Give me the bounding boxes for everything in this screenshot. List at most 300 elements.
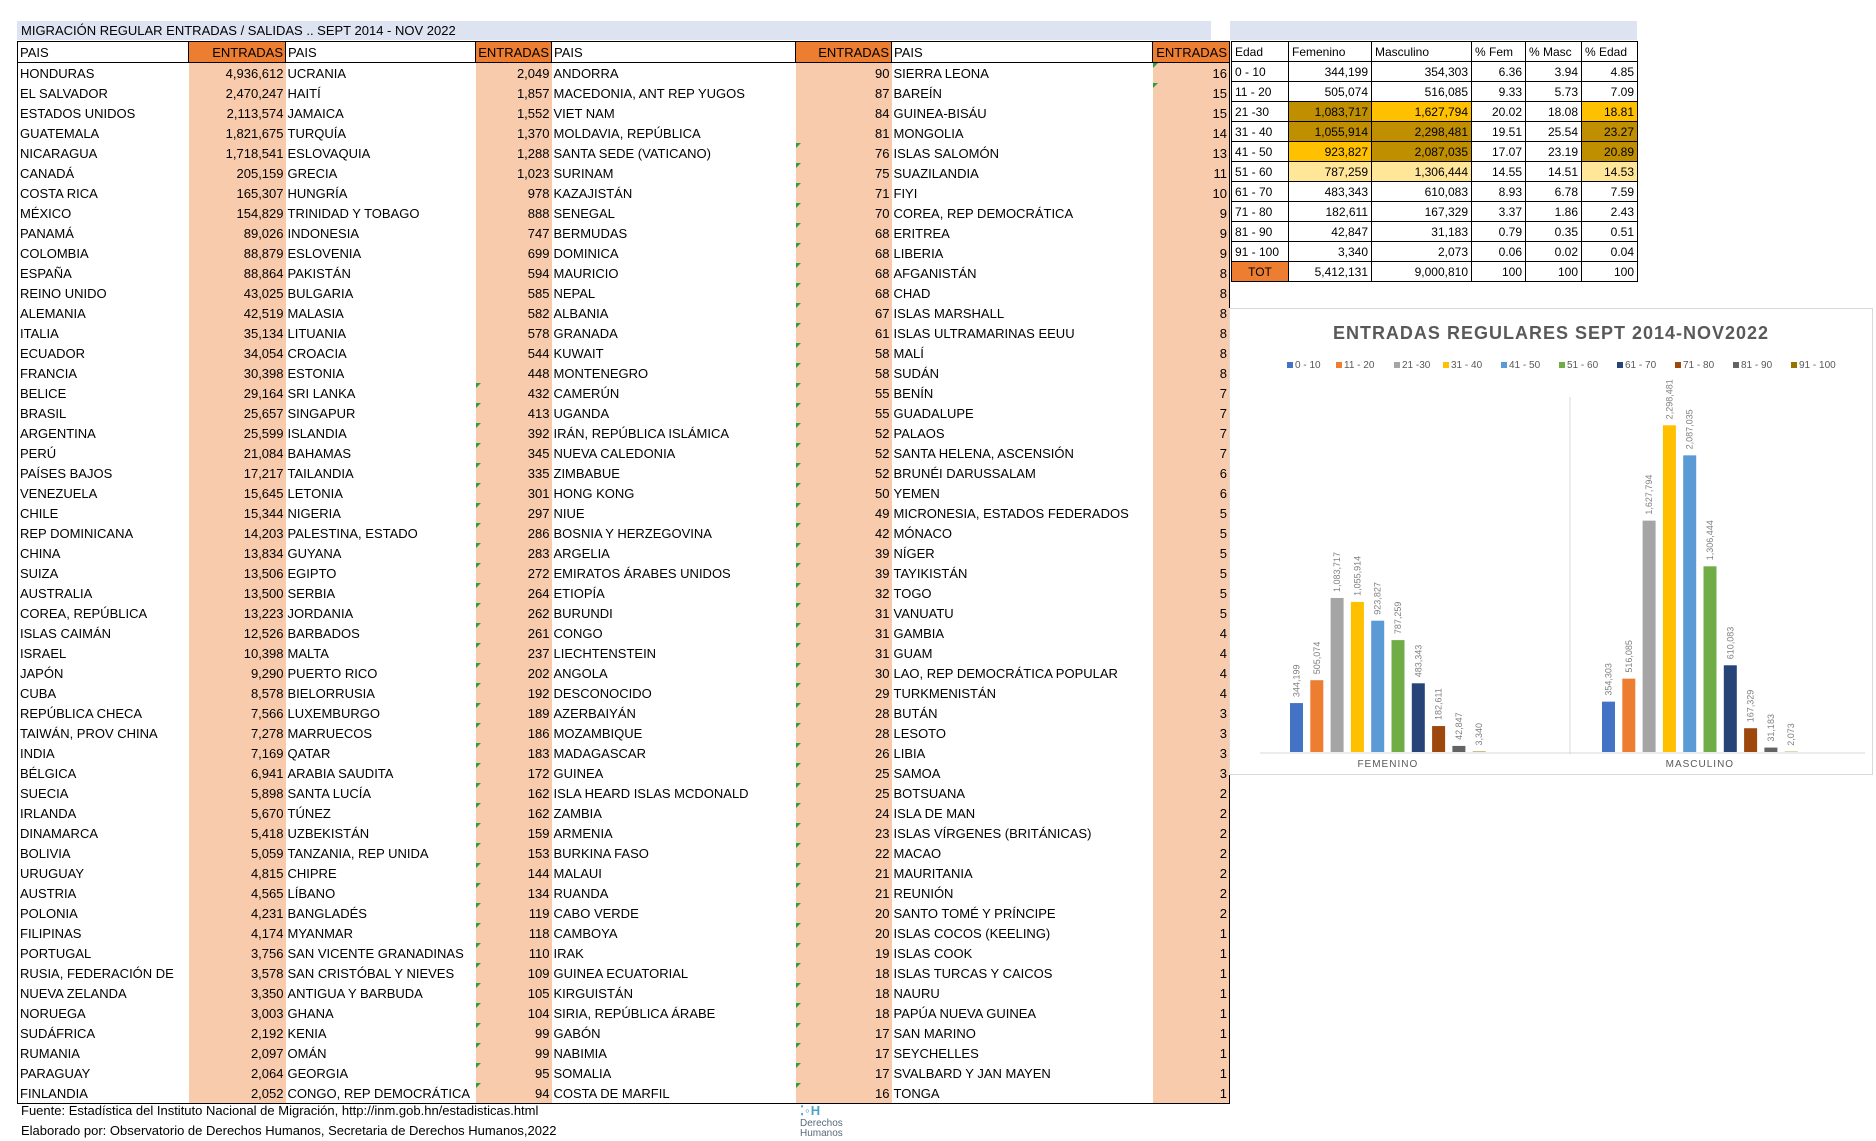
- entradas-value: 345: [476, 443, 552, 463]
- entradas-value: 154,829: [189, 203, 286, 223]
- country-name: MONTENEGRO: [553, 365, 649, 381]
- country-name: REP DOMINICANA: [18, 523, 189, 543]
- age-value: 354,303: [1372, 62, 1472, 82]
- country-name: REPÚBLICA CHECA: [18, 703, 189, 723]
- country-name: ZAMBIA: [553, 805, 602, 821]
- country-name: COSTA DE MARFIL: [552, 1083, 796, 1104]
- country-name: SANTA HELENA, ASCENSIÓN: [893, 445, 1074, 461]
- bar-data-label: 610,083: [1725, 626, 1736, 660]
- country-name: SURINAM: [553, 165, 614, 181]
- age-range: 91 - 100: [1232, 242, 1289, 262]
- entradas-value: 11: [1153, 163, 1230, 183]
- table-row: [18, 523, 1230, 543]
- age-value: 23.19: [1526, 142, 1582, 162]
- legend-label: 21 -30: [1402, 360, 1431, 371]
- entradas-value: 585: [476, 283, 552, 303]
- entradas-value: 15: [1153, 103, 1230, 123]
- table-row: [18, 163, 1230, 183]
- country-name: MACAO: [893, 845, 942, 861]
- country-name: ANGOLA: [553, 665, 608, 681]
- entradas-value: 7: [1153, 403, 1230, 423]
- entradas-chart: [1229, 308, 1873, 775]
- country-name: ISLAS COOK: [893, 945, 973, 961]
- age-row: [1232, 82, 1638, 102]
- entradas-value: 110: [476, 943, 552, 963]
- table-row: [18, 1043, 1230, 1063]
- entradas-value: 7,278: [189, 723, 286, 743]
- entradas-value: 61: [796, 323, 892, 343]
- bar-data-label: 2,298,481: [1664, 379, 1675, 420]
- country-name: TURKMENISTÁN: [893, 685, 997, 701]
- country-name: UCRANIA: [287, 65, 347, 81]
- legend-label: 71 - 80: [1683, 360, 1715, 371]
- entradas-value: 9: [1153, 223, 1230, 243]
- entradas-value: 1,552: [476, 103, 552, 123]
- table-row: [18, 923, 1230, 943]
- entradas-value: 5,059: [189, 843, 286, 863]
- entradas-value: 49: [796, 503, 892, 523]
- table-row: [18, 783, 1230, 803]
- entradas-value: 432: [476, 383, 552, 403]
- country-name: GUINEA-BISÁU: [893, 105, 987, 121]
- age-value: 0.35: [1526, 222, 1582, 242]
- country-name: CHAD: [893, 285, 931, 301]
- entradas-value: 58: [796, 343, 892, 363]
- bar-data-label: 2,073: [1786, 723, 1797, 746]
- entradas-value: 4: [1153, 663, 1230, 683]
- country-name: SANTO TOMÉ Y PRÍNCIPE: [893, 905, 1056, 921]
- country-name: ANTIGUA Y BARBUDA: [287, 985, 423, 1001]
- bar: [1724, 665, 1737, 752]
- legend-swatch: [1443, 362, 1449, 368]
- table-row: [18, 543, 1230, 563]
- entradas-value: 1,821,675: [189, 123, 286, 143]
- country-name: NEPAL: [553, 285, 596, 301]
- age-range: 61 - 70: [1232, 182, 1289, 202]
- entradas-value: 4,174: [189, 923, 286, 943]
- age-value: 3.94: [1526, 62, 1582, 82]
- age-value: 0.02: [1526, 242, 1582, 262]
- bar: [1331, 598, 1344, 752]
- country-name: YEMEN: [893, 485, 940, 501]
- table-row: [18, 823, 1230, 843]
- entradas-value: 22: [796, 843, 892, 863]
- country-name: EGIPTO: [287, 565, 337, 581]
- age-value: 6.36: [1472, 62, 1526, 82]
- entradas-value: 8: [1153, 323, 1230, 343]
- country-name: VIET NAM: [553, 105, 615, 121]
- country-name: DINAMARCA: [18, 823, 189, 843]
- age-value: 167,329: [1372, 202, 1472, 222]
- table-row: [18, 983, 1230, 1003]
- entradas-value: 2,052: [189, 1083, 286, 1104]
- entradas-value: 104: [476, 1003, 552, 1023]
- age-header-cell: Edad: [1232, 42, 1289, 62]
- entradas-value: 17,217: [189, 463, 286, 483]
- country-name: BARBADOS: [287, 625, 360, 641]
- bar: [1602, 702, 1615, 752]
- country-name: NUEVA CALEDONIA: [553, 445, 676, 461]
- country-name: FIYI: [893, 185, 918, 201]
- entradas-value: 31: [796, 603, 892, 623]
- country-name: PALESTINA, ESTADO: [287, 525, 418, 541]
- entradas-value: 9,290: [189, 663, 286, 683]
- age-total-row: [1232, 262, 1638, 282]
- country-name: MOLDAVIA, REPÚBLICA: [553, 125, 701, 141]
- entradas-value: 1,288: [476, 143, 552, 163]
- entradas-value: 5,898: [189, 783, 286, 803]
- entradas-value: 283: [476, 543, 552, 563]
- country-name: CHINA: [18, 543, 189, 563]
- entradas-value: 70: [796, 203, 892, 223]
- entradas-value: 3,578: [189, 963, 286, 983]
- age-header-cell: Femenino: [1289, 42, 1372, 62]
- table-row: [18, 1063, 1230, 1083]
- chart-svg: [1230, 309, 1872, 774]
- country-name: BURKINA FASO: [553, 845, 649, 861]
- country-name: INDIA: [18, 743, 189, 763]
- table-row: [18, 683, 1230, 703]
- entradas-value: 1: [1153, 963, 1230, 983]
- country-name: NABIMIA: [553, 1045, 607, 1061]
- age-value: 505,074: [1289, 82, 1372, 102]
- table-row: [18, 83, 1230, 103]
- age-header-cell: % Masc: [1526, 42, 1582, 62]
- country-name: VENEZUELA: [18, 483, 189, 503]
- table-row: [18, 583, 1230, 603]
- entradas-value: 578: [476, 323, 552, 343]
- country-name: COLOMBIA: [18, 243, 189, 263]
- age-value: 20.89: [1582, 142, 1638, 162]
- entradas-value: 39: [796, 543, 892, 563]
- country-name: REUNIÓN: [893, 885, 954, 901]
- chart-title: ENTRADAS REGULARES SEPT 2014-NOV2022: [1332, 323, 1770, 343]
- age-row: [1232, 102, 1638, 122]
- country-name: IRLANDA: [18, 803, 189, 823]
- country-name: SUDÁN: [893, 365, 940, 381]
- entradas-value: 3,003: [189, 1003, 286, 1023]
- country-name: GUADALUPE: [893, 405, 974, 421]
- age-value: 483,343: [1289, 182, 1372, 202]
- entradas-value: 162: [476, 783, 552, 803]
- entradas-value: 68: [796, 223, 892, 243]
- table-row: [18, 63, 1230, 84]
- entradas-value: 15,344: [189, 503, 286, 523]
- table-row: [18, 123, 1230, 143]
- entradas-value: 31: [796, 623, 892, 643]
- legend-swatch: [1675, 362, 1681, 368]
- country-name: PANAMÁ: [18, 223, 189, 243]
- entradas-value: 448: [476, 363, 552, 383]
- bar-data-label: 31,183: [1765, 714, 1776, 742]
- country-name: BURUNDI: [553, 605, 613, 621]
- country-name: SVALBARD Y JAN MAYEN: [893, 1065, 1051, 1081]
- entradas-value: 392: [476, 423, 552, 443]
- country-name: ERITREA: [893, 225, 950, 241]
- country-name: PAKISTÁN: [287, 265, 351, 281]
- header-pais: PAIS: [18, 42, 189, 63]
- country-name: GUAM: [893, 645, 933, 661]
- bar-data-label: 516,085: [1623, 640, 1634, 673]
- entradas-value: 28: [796, 703, 892, 723]
- entradas-value: 8: [1153, 263, 1230, 283]
- age-value: 25.54: [1526, 122, 1582, 142]
- country-name: FILIPINAS: [18, 923, 189, 943]
- logo-text-2: Humanos: [800, 1128, 843, 1139]
- table-row: [18, 463, 1230, 483]
- country-name: ETIOPÍA: [553, 585, 605, 601]
- age-row: [1232, 62, 1638, 82]
- country-name: BAREÍN: [893, 85, 942, 101]
- age-value: 17.07: [1472, 142, 1526, 162]
- country-name: TAYIKISTÁN: [893, 565, 968, 581]
- country-name: BENÍN: [893, 385, 934, 401]
- entradas-value: 5,418: [189, 823, 286, 843]
- entradas-value: 43,025: [189, 283, 286, 303]
- age-value: 19.51: [1472, 122, 1526, 142]
- country-name: DOMINICA: [553, 245, 619, 261]
- bar: [1764, 748, 1777, 752]
- entradas-value: 67: [796, 303, 892, 323]
- entradas-value: 7,169: [189, 743, 286, 763]
- country-name: ARMENIA: [553, 825, 613, 841]
- age-value: 0.04: [1582, 242, 1638, 262]
- age-value: 1,055,914: [1289, 122, 1372, 142]
- country-name: ISLA HEARD ISLAS MCDONALD: [553, 785, 749, 801]
- country-name: ESLOVENIA: [287, 245, 362, 261]
- entradas-value: 747: [476, 223, 552, 243]
- entradas-value: 1: [1153, 923, 1230, 943]
- country-name: TÚNEZ: [287, 805, 331, 821]
- country-name: LESOTO: [893, 725, 947, 741]
- country-name: CAMERÚN: [553, 385, 620, 401]
- entradas-value: 183: [476, 743, 552, 763]
- country-name: SIERRA LEONA: [893, 65, 989, 81]
- entradas-value: 14: [1153, 123, 1230, 143]
- country-name: UGANDA: [553, 405, 610, 421]
- total-label: TOT: [1232, 262, 1289, 282]
- entradas-value: 1: [1153, 983, 1230, 1003]
- entradas-value: 119: [476, 903, 552, 923]
- country-name: GHANA: [287, 1005, 334, 1021]
- entradas-value: 34,054: [189, 343, 286, 363]
- country-name: CANADÁ: [18, 163, 189, 183]
- country-name: BRUNÉI DARUSSALAM: [893, 465, 1036, 481]
- entradas-value: 32: [796, 583, 892, 603]
- entradas-value: 144: [476, 863, 552, 883]
- entradas-value: 16: [1153, 63, 1230, 84]
- table-row: [18, 703, 1230, 723]
- entradas-value: 192: [476, 683, 552, 703]
- country-name: MAURICIO: [553, 265, 619, 281]
- logo-mark: ⁚◦H: [800, 1103, 822, 1118]
- table-row: [18, 1003, 1230, 1023]
- entradas-value: 582: [476, 303, 552, 323]
- entradas-value: 55: [796, 403, 892, 423]
- entradas-value: 272: [476, 563, 552, 583]
- bar-data-label: 2,087,035: [1684, 409, 1695, 450]
- entradas-value: 1: [1153, 1023, 1230, 1043]
- country-name: SUIZA: [18, 563, 189, 583]
- entradas-value: 2,049: [476, 63, 552, 84]
- country-name: PAPÚA NUEVA GUINEA: [893, 1005, 1037, 1021]
- country-name: ISLA DE MAN: [893, 805, 976, 821]
- country-name: ISLAS TURCAS Y CAICOS: [893, 965, 1053, 981]
- country-name: SERBIA: [287, 585, 336, 601]
- country-name: LAO, REP DEMOCRÁTICA POPULAR: [893, 665, 1118, 681]
- entradas-value: 3: [1153, 743, 1230, 763]
- entradas-value: 4: [1153, 623, 1230, 643]
- country-name: AZERBAIYÁN: [553, 705, 636, 721]
- legend-swatch: [1394, 362, 1400, 368]
- entradas-value: 105: [476, 983, 552, 1003]
- entradas-value: 3,756: [189, 943, 286, 963]
- entradas-value: 13,223: [189, 603, 286, 623]
- age-value: 20.02: [1472, 102, 1526, 122]
- age-header-cell: % Fem: [1472, 42, 1526, 62]
- entradas-value: 264: [476, 583, 552, 603]
- entradas-value: 888: [476, 203, 552, 223]
- table-row: [18, 663, 1230, 683]
- country-name: MOZAMBIQUE: [553, 725, 643, 741]
- entradas-value: 5: [1153, 523, 1230, 543]
- age-range: 31 - 40: [1232, 122, 1289, 142]
- entradas-value: 699: [476, 243, 552, 263]
- entradas-value: 12,526: [189, 623, 286, 643]
- age-value: 14.51: [1526, 162, 1582, 182]
- country-name: INDONESIA: [287, 225, 360, 241]
- entradas-value: 68: [796, 243, 892, 263]
- entradas-value: 4,815: [189, 863, 286, 883]
- legend-label: 81 - 90: [1741, 360, 1773, 371]
- total-value: 5,412,131: [1289, 262, 1372, 282]
- total-value: 100: [1582, 262, 1638, 282]
- entradas-value: 9: [1153, 203, 1230, 223]
- entradas-value: 25,599: [189, 423, 286, 443]
- country-name: PAÍSES BAJOS: [18, 463, 189, 483]
- table-row: [18, 103, 1230, 123]
- bar: [1290, 703, 1303, 752]
- entradas-value: 3: [1153, 703, 1230, 723]
- entradas-value: 335: [476, 463, 552, 483]
- entradas-value: 1: [1153, 1043, 1230, 1063]
- age-value: 610,083: [1372, 182, 1472, 202]
- age-header-cell: % Edad: [1582, 42, 1638, 62]
- entradas-value: 89,026: [189, 223, 286, 243]
- entradas-value: 153: [476, 843, 552, 863]
- entradas-value: 81: [796, 123, 892, 143]
- entradas-value: 10: [1153, 183, 1230, 203]
- age-table: [1231, 41, 1638, 282]
- age-value: 2.43: [1582, 202, 1638, 222]
- age-value: 2,087,035: [1372, 142, 1472, 162]
- age-value: 0.79: [1472, 222, 1526, 242]
- bar: [1310, 680, 1323, 752]
- entradas-value: 42: [796, 523, 892, 543]
- entradas-value: 39: [796, 563, 892, 583]
- legend-label: 41 - 50: [1509, 360, 1541, 371]
- entradas-value: 205,159: [189, 163, 286, 183]
- country-name: MALÍ: [893, 345, 924, 361]
- country-name: PERÚ: [18, 443, 189, 463]
- header-pais: PAIS: [286, 42, 476, 63]
- entradas-value: 17: [796, 1063, 892, 1083]
- entradas-value: 58: [796, 363, 892, 383]
- age-range: 81 - 90: [1232, 222, 1289, 242]
- country-name: TANZANIA, REP UNIDA: [287, 845, 429, 861]
- country-name: MALASIA: [287, 305, 344, 321]
- country-name: OMÁN: [287, 1045, 327, 1061]
- entradas-value: 413: [476, 403, 552, 423]
- country-name: CONGO: [553, 625, 603, 641]
- bar-data-label: 1,055,914: [1352, 555, 1363, 596]
- country-name: ALEMANIA: [18, 303, 189, 323]
- entradas-value: 75: [796, 163, 892, 183]
- entradas-value: 95: [476, 1063, 552, 1083]
- bar: [1663, 425, 1676, 752]
- entradas-value: 4: [1153, 683, 1230, 703]
- entradas-value: 20: [796, 903, 892, 923]
- age-value: 7.09: [1582, 82, 1638, 102]
- entradas-value: 2,192: [189, 1023, 286, 1043]
- entradas-value: 544: [476, 343, 552, 363]
- country-name: BOLIVIA: [18, 843, 189, 863]
- bar: [1683, 455, 1696, 752]
- entradas-value: 21: [796, 883, 892, 903]
- country-name: NORUEGA: [18, 1003, 189, 1023]
- table-row: [18, 643, 1230, 663]
- entradas-value: 3: [1153, 763, 1230, 783]
- entradas-value: 8,578: [189, 683, 286, 703]
- country-name: TAIWÁN, PROV CHINA: [18, 723, 189, 743]
- bar: [1371, 621, 1384, 752]
- country-name: MALAUI: [553, 865, 602, 881]
- country-name: PORTUGAL: [18, 943, 189, 963]
- age-value: 9.33: [1472, 82, 1526, 102]
- derechos-humanos-logo: [800, 1103, 870, 1139]
- age-value: 3.37: [1472, 202, 1526, 222]
- entradas-value: 2,064: [189, 1063, 286, 1083]
- age-value: 0.51: [1582, 222, 1638, 242]
- header-entradas: ENTRADAS: [796, 42, 892, 63]
- country-name: CROACIA: [287, 345, 347, 361]
- entradas-value: 28: [796, 723, 892, 743]
- entradas-value: 172: [476, 763, 552, 783]
- table-row: [18, 763, 1230, 783]
- entradas-value: 6,941: [189, 763, 286, 783]
- header-entradas: ENTRADAS: [189, 42, 286, 63]
- footer-credit: Elaborado por: Observatorio de Derechos Humanos, Secretaria de Derechos Humanos,2022: [21, 1123, 557, 1138]
- country-name: ESTADOS UNIDOS: [18, 103, 189, 123]
- entradas-value: 55: [796, 383, 892, 403]
- entradas-value: 2: [1153, 863, 1230, 883]
- entradas-value: 68: [796, 263, 892, 283]
- country-name: BAHAMAS: [287, 445, 352, 461]
- age-value: 182,611: [1289, 202, 1372, 222]
- age-value: 2,073: [1372, 242, 1472, 262]
- entradas-value: 21: [796, 863, 892, 883]
- entradas-value: 262: [476, 603, 552, 623]
- entradas-value: 19: [796, 943, 892, 963]
- legend-swatch: [1733, 362, 1739, 368]
- age-row: [1232, 142, 1638, 162]
- country-name: TURQUÍA: [287, 125, 346, 141]
- entradas-value: 76: [796, 143, 892, 163]
- country-name: MYANMAR: [287, 925, 353, 941]
- entradas-value: 118: [476, 923, 552, 943]
- entradas-value: 84: [796, 103, 892, 123]
- entradas-value: 1: [1153, 1083, 1230, 1104]
